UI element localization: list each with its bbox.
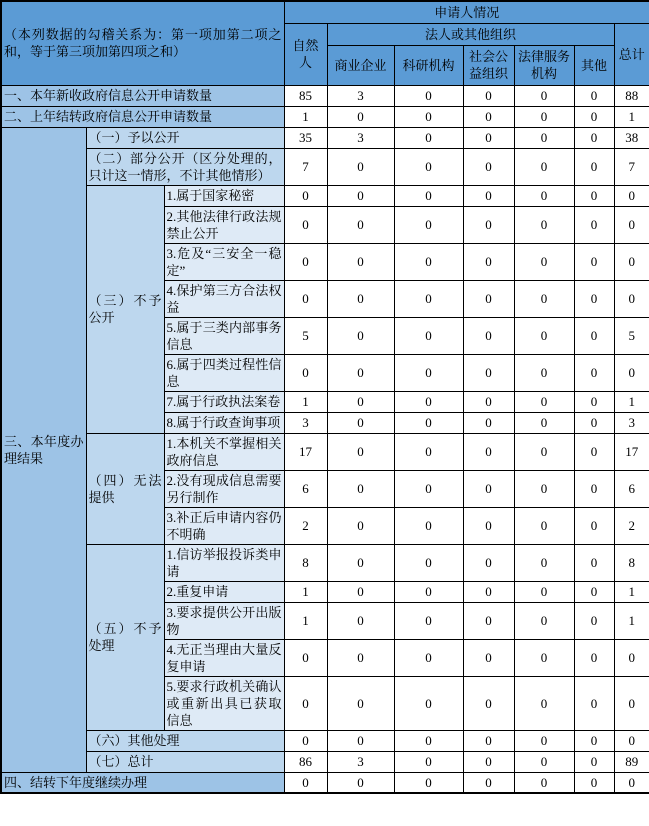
value-cell-natural-person: 0 <box>284 185 327 206</box>
value-cell-commercial-enterprise: 0 <box>327 106 394 127</box>
value-cell-other: 0 <box>574 639 614 676</box>
value-cell-social-welfare-org: 0 <box>463 751 514 772</box>
item-label: 6.属于四类过程性信息 <box>164 354 284 391</box>
value-cell-legal-service-org: 0 <box>514 470 574 507</box>
value-cell-research-institution: 0 <box>394 751 463 772</box>
value-cell-other: 0 <box>574 106 614 127</box>
value-cell-legal-service-org: 0 <box>514 280 574 317</box>
value-cell-total: 0 <box>614 243 649 280</box>
value-cell-other: 0 <box>574 470 614 507</box>
value-cell-legal-service-org: 0 <box>514 391 574 412</box>
value-cell-research-institution: 0 <box>394 280 463 317</box>
value-cell-commercial-enterprise: 3 <box>327 85 394 106</box>
value-cell-research-institution: 0 <box>394 206 463 243</box>
value-cell-commercial-enterprise: 0 <box>327 730 394 751</box>
value-cell-other: 0 <box>574 127 614 148</box>
table-row <box>1 772 649 793</box>
value-cell-commercial-enterprise: 0 <box>327 206 394 243</box>
value-cell-social-welfare-org: 0 <box>463 412 514 433</box>
value-cell-total: 0 <box>614 185 649 206</box>
value-cell-total: 8 <box>614 544 649 581</box>
header-row-1 <box>1 1 649 23</box>
item-label: 5.属于三类内部事务信息 <box>164 317 284 354</box>
table-row <box>1 148 649 185</box>
value-cell-natural-person: 0 <box>284 639 327 676</box>
value-cell-legal-service-org: 0 <box>514 581 574 602</box>
value-cell-natural-person: 0 <box>284 730 327 751</box>
value-cell-social-welfare-org: 0 <box>463 243 514 280</box>
value-cell-other: 0 <box>574 412 614 433</box>
value-cell-natural-person: 1 <box>284 581 327 602</box>
value-cell-other: 0 <box>574 391 614 412</box>
value-cell-other: 0 <box>574 280 614 317</box>
reconciliation-note-cell: （本列数据的勾稽关系为：第一项加第二项之和，等于第三项加第四项之和） <box>1 1 284 85</box>
value-cell-other: 0 <box>574 544 614 581</box>
value-cell-other: 0 <box>574 433 614 470</box>
value-cell-social-welfare-org: 0 <box>463 185 514 206</box>
value-cell-total: 1 <box>614 581 649 602</box>
value-cell-natural-person: 0 <box>284 354 327 391</box>
header-col-total: 总计 <box>614 23 649 85</box>
value-cell-social-welfare-org: 0 <box>463 206 514 243</box>
value-cell-total: 7 <box>614 148 649 185</box>
value-cell-natural-person: 3 <box>284 412 327 433</box>
value-cell-social-welfare-org: 0 <box>463 280 514 317</box>
value-cell-legal-service-org: 0 <box>514 676 574 730</box>
section-label: （三）不予公开 <box>86 185 164 433</box>
value-cell-commercial-enterprise: 0 <box>327 148 394 185</box>
value-cell-total: 0 <box>614 639 649 676</box>
value-cell-other: 0 <box>574 676 614 730</box>
value-cell-research-institution: 0 <box>394 602 463 639</box>
value-cell-social-welfare-org: 0 <box>463 507 514 544</box>
value-cell-social-welfare-org: 0 <box>463 354 514 391</box>
value-cell-other: 0 <box>574 243 614 280</box>
value-cell-social-welfare-org: 0 <box>463 676 514 730</box>
value-cell-natural-person: 6 <box>284 470 327 507</box>
value-cell-total: 0 <box>614 280 649 317</box>
item-label: 2.其他法律行政法规禁止公开 <box>164 206 284 243</box>
value-cell-natural-person: 1 <box>284 106 327 127</box>
value-cell-research-institution: 0 <box>394 730 463 751</box>
value-cell-research-institution: 0 <box>394 127 463 148</box>
value-cell-natural-person: 0 <box>284 772 327 793</box>
header-col-legal-service-org: 法律服务机构 <box>514 45 574 85</box>
value-cell-social-welfare-org: 0 <box>463 730 514 751</box>
value-cell-natural-person: 0 <box>284 676 327 730</box>
item-label: 1.属于国家秘密 <box>164 185 284 206</box>
value-cell-social-welfare-org: 0 <box>463 639 514 676</box>
value-cell-social-welfare-org: 0 <box>463 317 514 354</box>
item-label: 5.要求行政机关确认或重新出具已获取信息 <box>164 676 284 730</box>
value-cell-natural-person: 5 <box>284 317 327 354</box>
value-cell-research-institution: 0 <box>394 544 463 581</box>
item-label: 2.没有现成信息需要另行制作 <box>164 470 284 507</box>
value-cell-research-institution: 0 <box>394 772 463 793</box>
value-cell-social-welfare-org: 0 <box>463 148 514 185</box>
value-cell-research-institution: 0 <box>394 676 463 730</box>
header-legal-person-group: 法人或其他组织 <box>327 23 614 45</box>
value-cell-commercial-enterprise: 3 <box>327 751 394 772</box>
value-cell-commercial-enterprise: 3 <box>327 127 394 148</box>
value-cell-research-institution: 0 <box>394 507 463 544</box>
value-cell-natural-person: 0 <box>284 243 327 280</box>
header-col-commercial-enterprise: 商业企业 <box>327 45 394 85</box>
table-body <box>1 85 649 793</box>
value-cell-total: 17 <box>614 433 649 470</box>
value-cell-legal-service-org: 0 <box>514 85 574 106</box>
value-cell-social-welfare-org: 0 <box>463 127 514 148</box>
value-cell-other: 0 <box>574 185 614 206</box>
value-cell-legal-service-org: 0 <box>514 243 574 280</box>
value-cell-social-welfare-org: 0 <box>463 106 514 127</box>
value-cell-legal-service-org: 0 <box>514 317 574 354</box>
value-cell-total: 2 <box>614 507 649 544</box>
item-label: 2.重复申请 <box>164 581 284 602</box>
value-cell-research-institution: 0 <box>394 639 463 676</box>
value-cell-research-institution: 0 <box>394 243 463 280</box>
value-cell-social-welfare-org: 0 <box>463 544 514 581</box>
value-cell-natural-person: 0 <box>284 206 327 243</box>
value-cell-other: 0 <box>574 751 614 772</box>
row-label-top: 一、本年新收政府信息公开申请数量 <box>1 85 284 106</box>
value-cell-legal-service-org: 0 <box>514 148 574 185</box>
item-label: 3.危及“三安全一稳定” <box>164 243 284 280</box>
value-cell-total: 5 <box>614 317 649 354</box>
item-label: 3.补正后申请内容仍不明确 <box>164 507 284 544</box>
section-label: （一）予以公开 <box>86 127 284 148</box>
section-label: （四）无法提供 <box>86 433 164 544</box>
value-cell-research-institution: 0 <box>394 581 463 602</box>
value-cell-social-welfare-org: 0 <box>463 581 514 602</box>
value-cell-commercial-enterprise: 0 <box>327 317 394 354</box>
item-label: 4.无正当理由大量反复申请 <box>164 639 284 676</box>
table-row <box>1 433 649 470</box>
item-label: 7.属于行政执法案卷 <box>164 391 284 412</box>
value-cell-commercial-enterprise: 0 <box>327 185 394 206</box>
section-label: （五）不予处理 <box>86 544 164 730</box>
value-cell-natural-person: 0 <box>284 280 327 317</box>
value-cell-total: 0 <box>614 206 649 243</box>
value-cell-other: 0 <box>574 602 614 639</box>
value-cell-other: 0 <box>574 354 614 391</box>
section-label: （七）总计 <box>86 751 284 772</box>
value-cell-natural-person: 7 <box>284 148 327 185</box>
value-cell-legal-service-org: 0 <box>514 433 574 470</box>
header-col-other: 其他 <box>574 45 614 85</box>
value-cell-commercial-enterprise: 0 <box>327 412 394 433</box>
value-cell-natural-person: 17 <box>284 433 327 470</box>
value-cell-total: 88 <box>614 85 649 106</box>
item-label: 1.本机关不掌握相关政府信息 <box>164 433 284 470</box>
table-row <box>1 751 649 772</box>
value-cell-research-institution: 0 <box>394 470 463 507</box>
value-cell-research-institution: 0 <box>394 391 463 412</box>
header-col-social-welfare-org: 社会公益组织 <box>463 45 514 85</box>
value-cell-legal-service-org: 0 <box>514 412 574 433</box>
value-cell-other: 0 <box>574 581 614 602</box>
value-cell-legal-service-org: 0 <box>514 106 574 127</box>
item-label: 4.保护第三方合法权益 <box>164 280 284 317</box>
table-row <box>1 106 649 127</box>
value-cell-social-welfare-org: 0 <box>463 772 514 793</box>
value-cell-legal-service-org: 0 <box>514 772 574 793</box>
value-cell-total: 1 <box>614 602 649 639</box>
value-cell-total: 1 <box>614 106 649 127</box>
value-cell-other: 0 <box>574 317 614 354</box>
value-cell-other: 0 <box>574 730 614 751</box>
value-cell-research-institution: 0 <box>394 354 463 391</box>
value-cell-commercial-enterprise: 0 <box>327 544 394 581</box>
value-cell-legal-service-org: 0 <box>514 730 574 751</box>
table-row <box>1 185 649 206</box>
value-cell-natural-person: 1 <box>284 602 327 639</box>
value-cell-total: 0 <box>614 772 649 793</box>
item-label: 3.要求提供公开出版物 <box>164 602 284 639</box>
value-cell-commercial-enterprise: 0 <box>327 354 394 391</box>
value-cell-natural-person: 85 <box>284 85 327 106</box>
value-cell-legal-service-org: 0 <box>514 127 574 148</box>
value-cell-research-institution: 0 <box>394 433 463 470</box>
value-cell-research-institution: 0 <box>394 412 463 433</box>
value-cell-other: 0 <box>574 772 614 793</box>
value-cell-commercial-enterprise: 0 <box>327 507 394 544</box>
value-cell-commercial-enterprise: 0 <box>327 470 394 507</box>
value-cell-legal-service-org: 0 <box>514 185 574 206</box>
value-cell-commercial-enterprise: 0 <box>327 676 394 730</box>
value-cell-commercial-enterprise: 0 <box>327 772 394 793</box>
value-cell-total: 1 <box>614 391 649 412</box>
value-cell-commercial-enterprise: 0 <box>327 433 394 470</box>
value-cell-research-institution: 0 <box>394 148 463 185</box>
value-cell-research-institution: 0 <box>394 85 463 106</box>
table-row <box>1 85 649 106</box>
value-cell-commercial-enterprise: 0 <box>327 280 394 317</box>
table-row <box>1 730 649 751</box>
value-cell-commercial-enterprise: 0 <box>327 581 394 602</box>
value-cell-research-institution: 0 <box>394 185 463 206</box>
value-cell-natural-person: 1 <box>284 391 327 412</box>
value-cell-natural-person: 8 <box>284 544 327 581</box>
value-cell-other: 0 <box>574 206 614 243</box>
value-cell-legal-service-org: 0 <box>514 639 574 676</box>
value-cell-total: 38 <box>614 127 649 148</box>
value-cell-social-welfare-org: 0 <box>463 433 514 470</box>
value-cell-research-institution: 0 <box>394 106 463 127</box>
value-cell-research-institution: 0 <box>394 317 463 354</box>
section-label: （二）部分公开（区分处理的，只计这一情形，不计其他情形） <box>86 148 284 185</box>
value-cell-social-welfare-org: 0 <box>463 470 514 507</box>
value-cell-social-welfare-org: 0 <box>463 85 514 106</box>
value-cell-legal-service-org: 0 <box>514 602 574 639</box>
row-label-top: 二、上年结转政府信息公开申请数量 <box>1 106 284 127</box>
value-cell-total: 3 <box>614 412 649 433</box>
value-cell-other: 0 <box>574 148 614 185</box>
section-label: （六）其他处理 <box>86 730 284 751</box>
value-cell-total: 6 <box>614 470 649 507</box>
value-cell-natural-person: 35 <box>284 127 327 148</box>
value-cell-social-welfare-org: 0 <box>463 391 514 412</box>
value-cell-total: 0 <box>614 676 649 730</box>
item-label: 8.属于行政查询事项 <box>164 412 284 433</box>
value-cell-natural-person: 2 <box>284 507 327 544</box>
value-cell-total: 0 <box>614 354 649 391</box>
value-cell-commercial-enterprise: 0 <box>327 391 394 412</box>
value-cell-legal-service-org: 0 <box>514 507 574 544</box>
header-col-research-institution: 科研机构 <box>394 45 463 85</box>
value-cell-social-welfare-org: 0 <box>463 602 514 639</box>
item-label: 1.信访举报投诉类申请 <box>164 544 284 581</box>
value-cell-total: 0 <box>614 730 649 751</box>
value-cell-natural-person: 86 <box>284 751 327 772</box>
value-cell-legal-service-org: 0 <box>514 751 574 772</box>
table-row <box>1 127 649 148</box>
row-group-label: 三、本年度办理结果 <box>1 127 86 772</box>
value-cell-legal-service-org: 0 <box>514 354 574 391</box>
value-cell-commercial-enterprise: 0 <box>327 602 394 639</box>
value-cell-commercial-enterprise: 0 <box>327 639 394 676</box>
value-cell-total: 89 <box>614 751 649 772</box>
value-cell-legal-service-org: 0 <box>514 206 574 243</box>
value-cell-other: 0 <box>574 85 614 106</box>
table-row <box>1 544 649 581</box>
header-applicant-situation: 申请人情况 <box>284 1 649 23</box>
header-col-natural-person: 自然人 <box>284 23 327 85</box>
value-cell-legal-service-org: 0 <box>514 544 574 581</box>
value-cell-other: 0 <box>574 507 614 544</box>
row-label-top: 四、结转下年度继续办理 <box>1 772 284 793</box>
value-cell-commercial-enterprise: 0 <box>327 243 394 280</box>
